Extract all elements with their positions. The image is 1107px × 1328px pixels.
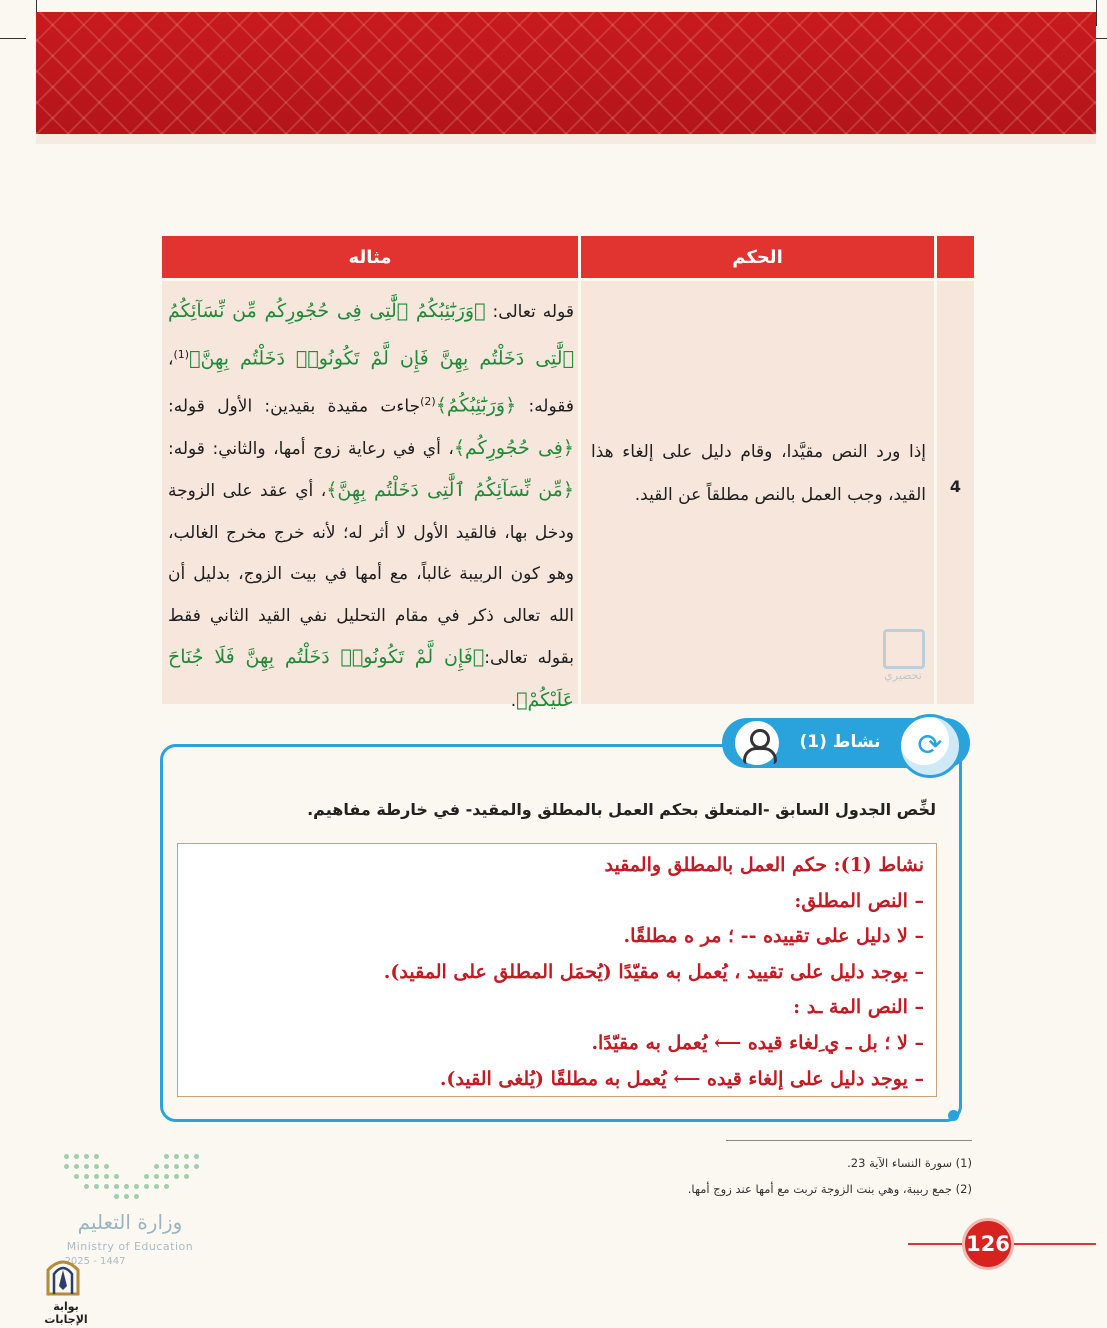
logo-dot xyxy=(94,1164,99,1169)
logo-dot xyxy=(144,1184,149,1189)
logo-dot xyxy=(84,1154,89,1159)
logo-dot xyxy=(154,1184,159,1189)
watermark-icon xyxy=(883,629,925,669)
logo-dot xyxy=(124,1184,129,1189)
banner-shadow xyxy=(36,134,1096,144)
refresh-icon xyxy=(898,714,962,778)
answer-line: – النص المة ـد : xyxy=(793,996,924,1019)
header-number xyxy=(937,236,974,278)
example-cell xyxy=(162,281,578,711)
avatar-body xyxy=(743,747,777,764)
logo-dot xyxy=(184,1164,189,1169)
logo-dot xyxy=(74,1174,79,1179)
example-segment: جاءت مقيدة بقيدين: الأول قوله: xyxy=(168,396,421,417)
logo-dot xyxy=(94,1184,99,1189)
answer-line: – النص المطلق: xyxy=(794,889,924,912)
logo-dot xyxy=(114,1184,119,1189)
ministry-name-en: Ministry of Education xyxy=(66,1240,194,1253)
logo-dot xyxy=(134,1184,139,1189)
logo-dot xyxy=(194,1154,199,1159)
quran-verse: ﴿وَرَبَٰٓئِبُكُمُ﴾ xyxy=(435,394,517,417)
header-ruling: الحكم xyxy=(581,236,934,278)
logo-dot xyxy=(164,1164,169,1169)
page-number: 126 xyxy=(962,1218,1014,1270)
logo-dot xyxy=(84,1164,89,1169)
logo-dot xyxy=(64,1164,69,1169)
example-segment: قوله تعالى: xyxy=(485,302,574,322)
logo-dot xyxy=(174,1164,179,1169)
ruling-table xyxy=(162,236,974,711)
footnote-ref: (2) xyxy=(420,394,436,408)
logo-dot xyxy=(84,1184,89,1189)
quran-verse: ﴿فَإِن لَّمْ تَكُونُوا۟ دَخَلْتُم بِهِنَّ فَلَا جُنَاحَ عَلَيْكُمْ﴾ xyxy=(168,646,574,711)
logo-dot xyxy=(64,1154,69,1159)
logo-dot xyxy=(184,1174,189,1179)
ruling-cell xyxy=(581,281,934,704)
page-number-line-right xyxy=(1010,1243,1096,1245)
answer-line: – يوجد دليل على تقييد ، يُعمل به مقيّدًا (يُحمَل المطلق على المقيد). xyxy=(383,960,924,983)
logo-dot xyxy=(184,1154,189,1159)
example-text xyxy=(168,291,574,722)
row-number: 4 xyxy=(949,477,962,496)
avatar-head xyxy=(750,729,770,749)
ruling-text: إذا ورد النص مقيَّدا، وقام دليل على إلغاء هذا القيد، وجب العمل بالنص مطلقاً عن القيد. xyxy=(591,442,926,505)
logo-dot xyxy=(124,1194,129,1199)
logo-dot xyxy=(194,1164,199,1169)
example-segment: ، أي في رعاية زوج أمها، والثاني: قوله: xyxy=(168,438,454,459)
logo-dot xyxy=(164,1154,169,1159)
quran-verse: ﴿مِّن نِّسَآئِكُمُ ٱلَّٰتِى دَخَلْتُم بِهِنَّ﴾ xyxy=(326,479,574,502)
logo-dot xyxy=(144,1174,149,1179)
logo-dot xyxy=(104,1184,109,1189)
decorative-banner xyxy=(36,12,1096,134)
ministry-name-ar: وزارة التعليم xyxy=(77,1210,183,1234)
watermark-logo xyxy=(873,629,933,689)
watermark-text: تحضيري xyxy=(884,669,922,682)
logo-dot xyxy=(74,1154,79,1159)
portal-logo-icon xyxy=(44,1256,82,1296)
logo-dot xyxy=(164,1174,169,1179)
logo-dot xyxy=(104,1164,109,1169)
answer-line: – يوجد دليل على إلغاء قيده ⟵ يُعمل به مطلقًا (يُلغى القيد). xyxy=(439,1067,924,1090)
quran-verse: ﴿وَرَبَٰٓئِبُكُمُ ٱلَّٰتِى فِى حُجُورِكُم مِّن نِّسَآئِكُمُ ٱلَّٰتِى دَخَلْتُم بِهِنَّ فَإِن لَّمْ تَكُونُوا۟ دَخَلْتُم بِهِنَّ﴾ xyxy=(168,300,574,370)
example-segment: . xyxy=(510,690,517,711)
logo-dot xyxy=(164,1184,169,1189)
logo-dot xyxy=(154,1174,159,1179)
header-example: مثاله xyxy=(162,236,578,278)
quran-verse: ﴿فِى حُجُورِكُم﴾ xyxy=(453,436,574,459)
logo-dot xyxy=(114,1194,119,1199)
page-number-line-left xyxy=(908,1243,968,1245)
activity-instruction: لخِّص الجدول السابق -المتعلق بحكم العمل بالمطلق والمقيد- في خارطة مفاهيم. xyxy=(307,800,936,819)
example-segment: ، أي عقد على الزوجة ودخل بها، فالقيد الأول لا أثر له؛ لأنه خرج مخرج الغالب، وهو كون الربيبة غالباً، مع أمها في بيت الزوج، بدليل أن الله تعالى ذكر في مقام التحليل نفي القيد الثاني فقط بقوله تعالى: xyxy=(168,481,574,669)
logo-dot xyxy=(134,1194,139,1199)
number-cell xyxy=(937,281,974,704)
crop-mark xyxy=(0,38,26,39)
refresh-glyph: ⟳ xyxy=(917,728,943,763)
logo-dot xyxy=(104,1174,109,1179)
ministry-year: 2025 - 1447 xyxy=(64,1256,126,1267)
example-segment: ، فقوله: xyxy=(168,349,574,417)
footnote-1: (1) سورة النساء الآية 23. xyxy=(847,1156,972,1170)
crop-mark xyxy=(1096,0,1097,26)
logo-dot xyxy=(94,1154,99,1159)
student-avatar-icon xyxy=(732,718,782,768)
activity-title: نشاط (1) xyxy=(799,732,881,752)
logo-dot xyxy=(174,1154,179,1159)
answer-line: – لا ؛ بل ـ ي ِلغاء قيده ⟵ يُعمل به مقيّدًا. xyxy=(591,1031,924,1054)
answer-line: – لا دليل على تقييده -- ؛ مر ه مطلقًا. xyxy=(623,925,924,948)
footnote-ref: (1) xyxy=(173,347,190,361)
logo-dot xyxy=(74,1164,79,1169)
portal-label: بوابة الإجابات xyxy=(44,1300,88,1326)
answer-lines xyxy=(184,848,924,1097)
logo-dot xyxy=(84,1174,89,1179)
frame-end-dot xyxy=(948,1110,959,1121)
logo-dot xyxy=(94,1174,99,1179)
logo-dot xyxy=(174,1174,179,1179)
ministry-logo-dots xyxy=(64,1154,198,1196)
answer-line: نشاط (1): حكم العمل بالمطلق والمقيد xyxy=(604,854,924,876)
logo-dot xyxy=(154,1164,159,1169)
answer-box xyxy=(177,843,937,1097)
logo-dot xyxy=(114,1174,119,1179)
footnote-2: (2) جمع ربيبة، وهي بنت الزوجة تربت مع أمها عند زوج أمها. xyxy=(687,1182,972,1196)
footnote-rule xyxy=(726,1140,972,1141)
